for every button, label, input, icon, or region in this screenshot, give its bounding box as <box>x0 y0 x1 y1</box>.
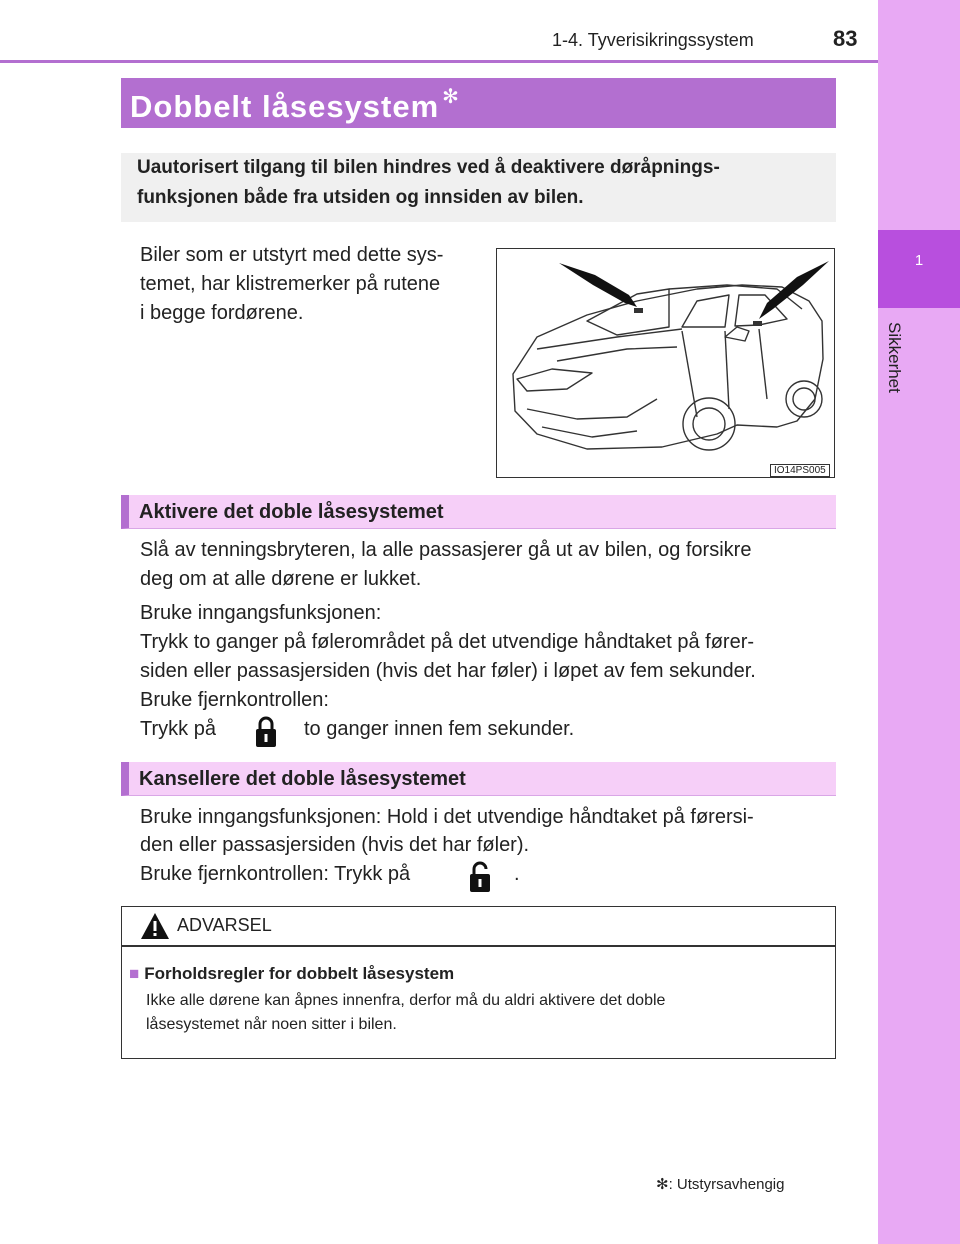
activate-line: Bruke fjernkontrollen: <box>140 689 329 711</box>
figure-code: IO14PS005 <box>770 464 830 477</box>
unlock-icon <box>467 860 493 894</box>
cancel-line: den eller passasjersiden (hvis det har føler). <box>140 834 530 856</box>
header-rule <box>0 60 878 63</box>
activate-line: siden eller passasjersiden (hvis det har føler) i løpet av fem sekunder. <box>140 660 756 682</box>
activate-remote-before: Trykk på <box>140 718 216 740</box>
footnote-marker: ✻ <box>656 1176 669 1193</box>
side-tab-strip <box>878 0 960 1244</box>
activate-remote-after: to ganger innen fem sekunder. <box>304 718 575 740</box>
activate-line: Slå av tenningsbryteren, la alle passasjerer gå ut av bilen, og forsikre <box>140 539 752 561</box>
cancel-remote-before: Bruke fjernkontrollen: Trykk på <box>140 863 411 885</box>
page-title-text: Dobbelt låsesystem <box>130 89 440 124</box>
intro-line: Uautorisert tilgang til bilen hindres ved å deaktivere døråpnings- <box>137 157 720 178</box>
footnote <box>656 1175 784 1193</box>
lock-icon <box>253 715 279 749</box>
section-header: 1-4. Tyverisikringssystem <box>552 30 754 50</box>
page-number: 83 <box>833 26 858 51</box>
sticker-note-line: Biler som er utstyrt med dette sys- <box>140 244 444 266</box>
warning-label: ADVARSEL <box>177 915 272 935</box>
intro-line: funksjonen både fra utsiden og innsiden av bilen. <box>137 187 584 208</box>
page-title <box>130 84 460 125</box>
car-drawing <box>497 249 834 477</box>
sticker-note-line: i begge fordørene. <box>140 302 304 324</box>
activate-line: Bruke inngangsfunksjonen: <box>140 602 382 624</box>
warning-bullet: ■ <box>129 964 140 983</box>
cancel-remote-after: . <box>514 863 520 885</box>
sticker-note-line: temet, har klistremerker på rutene <box>140 273 441 295</box>
chapter-label: Sikkerhet <box>885 322 904 393</box>
warning-text-line: Ikke alle dørene kan åpnes innenfra, derfor må du aldri aktivere det doble <box>146 992 666 1009</box>
warning-triangle-icon <box>140 912 170 940</box>
section-title-activate: Aktivere det doble låsesystemet <box>139 501 444 523</box>
warning-title <box>129 964 454 984</box>
footnote-text: : Utstyrsavhengig <box>668 1176 785 1193</box>
activate-line: deg om at alle dørene er lukket. <box>140 568 422 590</box>
section-title-cancel: Kansellere det doble låsesystemet <box>139 768 466 790</box>
equipment-marker: ✻ <box>442 86 460 108</box>
warning-title-text: Forholdsregler for dobbelt låsesystem <box>144 964 455 983</box>
warning-divider <box>121 945 836 947</box>
chapter-number: 1 <box>914 252 924 269</box>
car-illustration <box>496 248 835 478</box>
chapter-tab-active[interactable] <box>878 230 960 308</box>
activate-line: Trykk to ganger på følerområdet på det utvendige håndtaket på fører- <box>140 631 755 653</box>
cancel-line: Bruke inngangsfunksjonen: Hold i det utvendige håndtaket på førersi- <box>140 806 754 828</box>
warning-text-line: låsesystemet når noen sitter i bilen. <box>146 1016 397 1033</box>
